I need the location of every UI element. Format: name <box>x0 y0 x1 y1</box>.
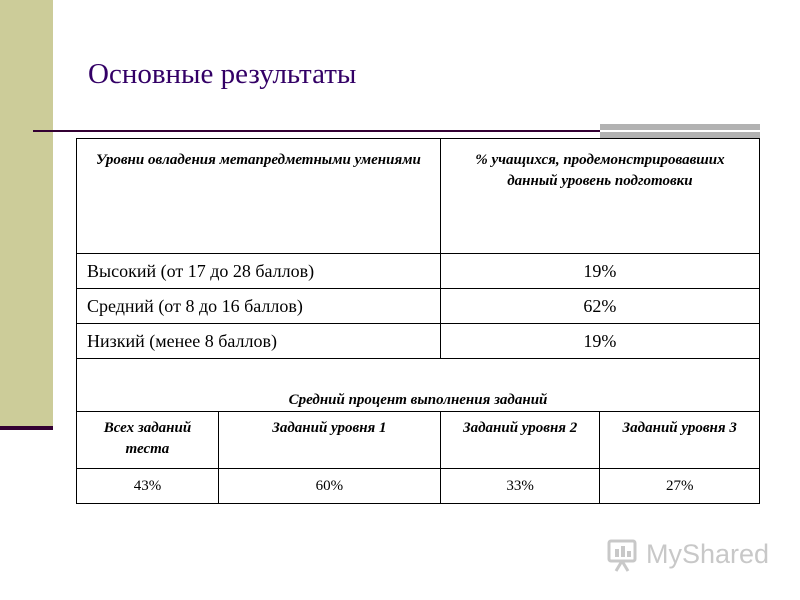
watermark-text: MyShared <box>646 539 770 569</box>
header-levels: Уровни овладения метапредметными умениями <box>77 139 441 254</box>
summary-header-row <box>77 412 760 469</box>
decorative-corner-block <box>600 124 760 138</box>
row-value-medium: 62% <box>440 289 759 324</box>
decorative-corner-stripe <box>600 130 760 132</box>
watermark-logo <box>606 537 768 573</box>
decorative-side-line <box>0 426 53 430</box>
summary-value-level1: 60% <box>218 469 440 504</box>
summary-header-level2: Заданий уровня 2 <box>440 412 600 469</box>
row-value-low: 19% <box>440 324 759 359</box>
decorative-side-bar <box>0 0 53 426</box>
header-percent <box>440 139 759 254</box>
presentation-board-icon <box>606 537 642 573</box>
summary-header-level3: Заданий уровня 3 <box>600 412 760 469</box>
table-header-row <box>77 139 760 254</box>
summary-value-all: 43% <box>77 469 219 504</box>
table-row <box>77 289 760 324</box>
header-percent-text: % учащихся, продемонстрировавших данный уровень подготовки <box>475 152 725 189</box>
summary-title: Средний процент выполнения заданий <box>77 359 760 412</box>
summary-title-row <box>77 359 760 412</box>
row-label-medium: Средний (от 8 до 16 баллов) <box>77 289 441 324</box>
row-label-high: Высокий (от 17 до 28 баллов) <box>77 254 441 289</box>
summary-value-row <box>77 469 760 504</box>
row-label-low: Низкий (менее 8 баллов) <box>77 324 441 359</box>
summary-header-level1: Заданий уровня 1 <box>218 412 440 469</box>
row-value-high: 19% <box>440 254 759 289</box>
table-row <box>77 324 760 359</box>
summary-value-level2: 33% <box>440 469 600 504</box>
table-row <box>77 254 760 289</box>
summary-header-all: Всех заданий теста <box>77 412 219 469</box>
summary-value-level3: 27% <box>600 469 760 504</box>
slide-title: Основные результаты <box>88 58 357 90</box>
results-table <box>76 138 760 504</box>
